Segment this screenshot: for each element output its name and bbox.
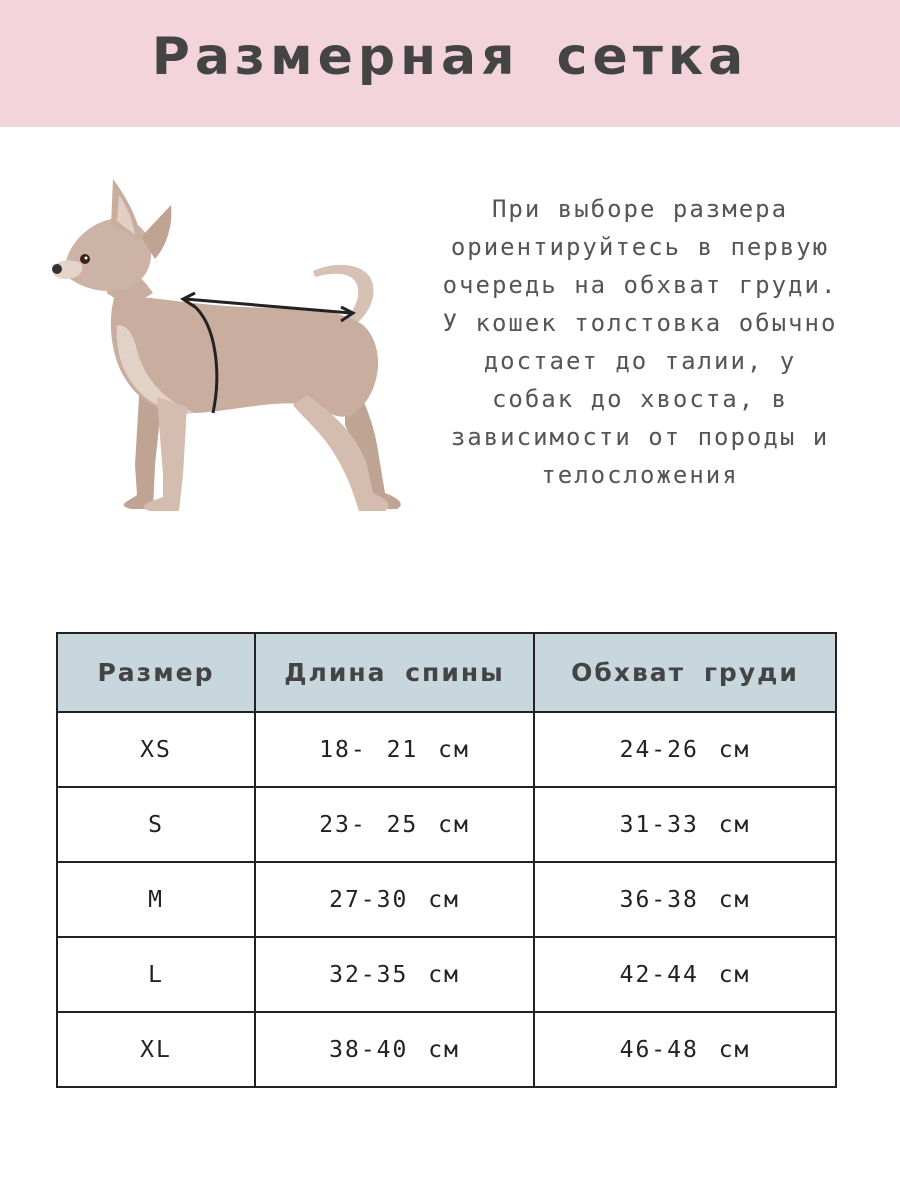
cell-chest-girth: 42-44 см <box>534 937 836 1012</box>
cell-chest-girth: 46-48 см <box>534 1012 836 1087</box>
table-row <box>57 712 836 787</box>
cell-back-length: 32-35 см <box>255 937 534 1012</box>
header-size: Размер <box>57 633 255 712</box>
size-advice-text: При выборе размера ориентируйтесь в первую очередь на обхват груди. У кошек толстовка обычно достает до талии, у собак до хвоста, в зависимости от породы и телосложения <box>442 195 838 489</box>
dog-measurement-illustration <box>45 175 425 520</box>
cell-size: S <box>57 787 255 862</box>
header-back-length: Длина спины <box>255 633 534 712</box>
cell-back-length: 23- 25 см <box>255 787 534 862</box>
cell-size: M <box>57 862 255 937</box>
table-row <box>57 862 836 937</box>
cell-size: L <box>57 937 255 1012</box>
table-row <box>57 937 836 1012</box>
header-chest-girth: Обхват груди <box>534 633 836 712</box>
cell-back-length: 38-40 см <box>255 1012 534 1087</box>
cell-back-length: 27-30 см <box>255 862 534 937</box>
page-title: Размерная сетка <box>151 26 749 87</box>
cell-back-length: 18- 21 см <box>255 712 534 787</box>
cell-chest-girth: 24-26 см <box>534 712 836 787</box>
header-banner <box>0 0 900 127</box>
cell-size: XL <box>57 1012 255 1087</box>
cell-chest-girth: 36-38 см <box>534 862 836 937</box>
table-header-row <box>57 633 836 712</box>
size-table <box>56 632 837 1088</box>
cell-chest-girth: 31-33 см <box>534 787 836 862</box>
table-row <box>57 787 836 862</box>
cell-size: XS <box>57 712 255 787</box>
table-row <box>57 1012 836 1087</box>
